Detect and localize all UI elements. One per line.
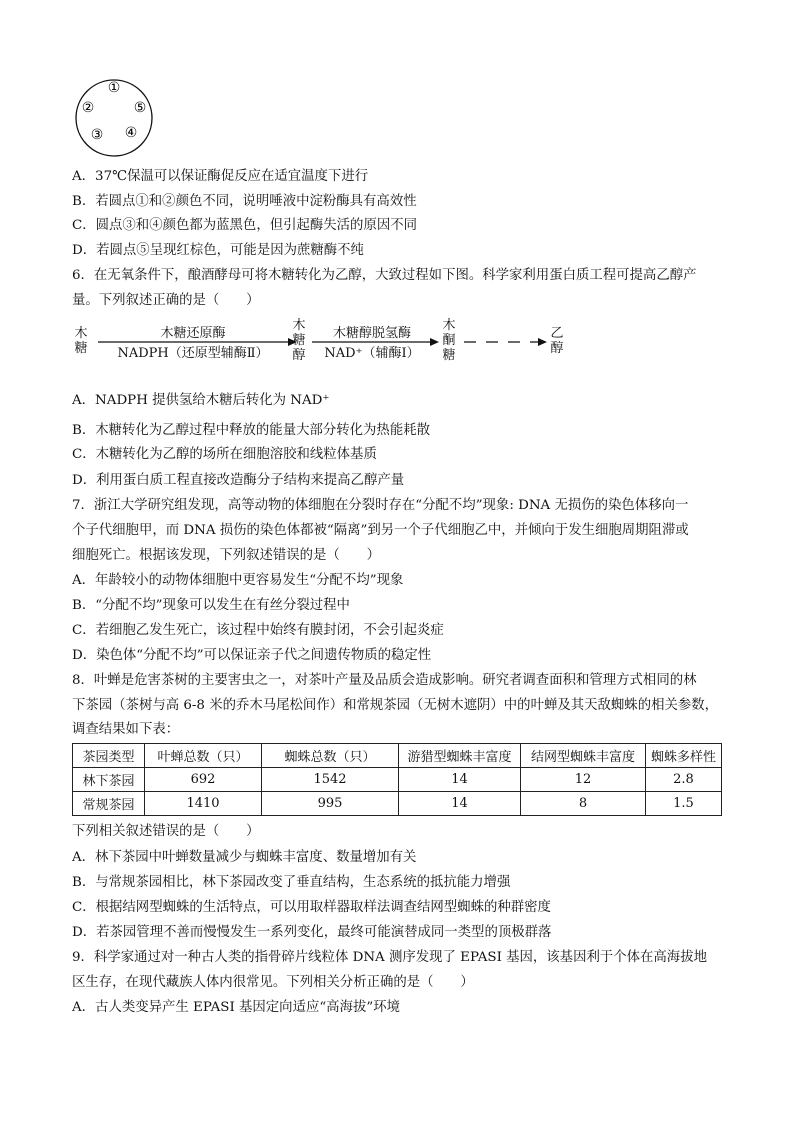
table-header-row	[73, 744, 722, 768]
table-cell: 14	[399, 792, 521, 816]
q9-stem-line-2: 区生存，在现代藏族人体内很常见。下列相关分析正确的是（ ）	[72, 975, 474, 990]
q7-option-b: B．“分配不均”现象可以发生在有丝分裂过程中	[72, 598, 350, 613]
q5-option-b: B．若圆点①和②颜色不同，说明唾液中淀粉酶具有高效性	[72, 194, 417, 209]
q6-option-c: C．木糖转化为乙醇的场所在细胞溶胶和线粒体基质	[72, 447, 377, 462]
q8-option-c: C．根据结网型蜘蛛的生活特点，可以用取样器取样法调查结网型蜘蛛的种群密度	[72, 900, 551, 915]
q8-stem-line-1: 8．叶蝉是危害茶树的主要害虫之一，对茶叶产量及品质会造成影响。研究者调查面积和管理方式相同的林	[72, 673, 697, 688]
spot-5: ⑤	[133, 100, 147, 116]
q8-stem-line-2: 下茶园（茶树与高 6-8 米的乔木马尾松间作）和常规茶园（无树木遮阴）中的叶蝉及其天敌蜘蛛的相关参数，	[72, 698, 719, 713]
q8-option-b: B．与常规茶园相比，林下茶园改变了垂直结构，生态系统的抵抗能力增强	[72, 875, 511, 890]
header-spider-diversity: 蜘蛛多样性	[646, 744, 722, 768]
node-xylulose: 木酮糖	[442, 318, 456, 363]
table-cell: 2.8	[646, 768, 722, 792]
q6-stem-line-2: 量。下列叙述正确的是（ ）	[72, 293, 260, 308]
arrow-1	[98, 336, 298, 348]
spot-1: ①	[107, 80, 121, 96]
table-cell: 常规茶园	[73, 792, 145, 816]
q7-option-d: D．染色体“分配不均”可以保证亲子代之间遗传物质的稳定性	[72, 648, 432, 663]
table-cell: 14	[399, 768, 521, 792]
q6-option-b: B．木糖转化为乙醇过程中释放的能量大部分转化为热能耗散	[72, 423, 430, 438]
q6-option-a: A．NADPH 提供氢给木糖后转化为 NAD⁺	[72, 393, 330, 408]
q7-stem-line-3: 细胞死亡。根据该发现，下列叙述错误的是（ ）	[72, 548, 380, 563]
q8-option-a: A．林下茶园中叶蝉数量减少与蜘蛛丰富度、数量增加有关	[72, 850, 417, 865]
node-xylitol: 木糖醇	[292, 318, 306, 363]
q7-stem-line-2: 个子代细胞甲，而 DNA 损伤的染色体都被“隔离”到另一个子代细胞乙中，并倾向于发生细胞周期阻滞或	[72, 523, 689, 538]
q5-option-c: C．圆点③和④颜色都为蓝黑色，但引起酶失活的原因不同	[72, 218, 418, 233]
spot-plate-circle	[72, 76, 156, 160]
q7-option-a: A．年龄较小的动物体细胞中更容易发生“分配不均”现象	[72, 573, 404, 588]
spot-2: ②	[81, 100, 95, 116]
header-leafhopper-total: 叶蝉总数（只）	[145, 744, 262, 768]
header-spider-total: 蜘蛛总数（只）	[262, 744, 399, 768]
table-cell: 1.5	[646, 792, 722, 816]
header-hunting-spider-richness: 游猎型蜘蛛丰富度	[399, 744, 521, 768]
cofactor-nad: NAD⁺（辅酶Ⅰ）	[324, 346, 420, 361]
q7-stem-line-1: 7．浙江大学研究组发现，高等动物的体细胞在分裂时存在“分配不均”现象: DNA 无损伤的染色体移向一	[72, 498, 689, 513]
table-cell: 692	[145, 768, 262, 792]
spot-3: ③	[90, 127, 104, 143]
spot-plate-figure	[72, 76, 156, 160]
table-row	[73, 792, 722, 816]
table-cell: 1410	[145, 792, 262, 816]
q5-option-a: A．37℃保温可以保证酶促反应在适宜温度下进行	[72, 169, 369, 184]
header-web-spider-richness: 结网型蜘蛛丰富度	[521, 744, 646, 768]
q8-question-prompt: 下列相关叙述错误的是（ ）	[72, 824, 260, 839]
arrow-3-dashed	[464, 336, 548, 348]
q9-stem-line-1: 9．科学家通过对一种古人类的指骨碎片线粒体 DNA 测序发现了 EPASI 基因，该基因利于个体在高海拔地	[72, 950, 707, 965]
node-xylose: 木糖	[74, 326, 88, 356]
node-ethanol: 乙醇	[550, 326, 564, 356]
q8-option-d: D．若茶园管理不善而慢慢发生一系列变化，最终可能演替成同一类型的顶极群落	[72, 925, 552, 940]
q9-option-a: A．古人类变异产生 EPASI 基因定向适应“高海拔”环境	[72, 1000, 400, 1015]
q7-option-c: C．若细胞乙发生死亡，该过程中始终有膜封闭，不会引起炎症	[72, 623, 444, 638]
q5-option-d: D．若圆点⑤呈现红棕色，可能是因为蔗糖酶不纯	[72, 243, 364, 258]
q8-stem-line-3: 调查结果如下表：	[72, 722, 180, 737]
xylose-pathway-diagram	[72, 318, 572, 372]
table-cell: 8	[521, 792, 646, 816]
arrow-2	[312, 336, 440, 348]
table-row	[73, 768, 722, 792]
cofactor-nadph: NADPH（还原型辅酶Ⅱ）	[117, 346, 269, 361]
enzyme-xylose-reductase: 木糖还原酶	[160, 326, 226, 341]
table-cell: 1542	[262, 768, 399, 792]
enzyme-xylitol-dehydrogenase: 木糖醇脱氢酶	[332, 326, 411, 341]
table-cell: 995	[262, 792, 399, 816]
tea-garden-survey-table	[72, 743, 722, 816]
q6-stem-line-1: 6．在无氧条件下，酿酒酵母可将木糖转化为乙醇，大致过程如下图。科学家利用蛋白质工程可提高乙醇产	[72, 268, 697, 283]
q6-option-d: D．利用蛋白质工程直接改造酶分子结构来提高乙醇产量	[72, 473, 405, 488]
table-cell: 林下茶园	[73, 768, 145, 792]
spot-4: ④	[124, 125, 138, 141]
table-cell: 12	[521, 768, 646, 792]
header-garden-type: 茶园类型	[73, 744, 145, 768]
